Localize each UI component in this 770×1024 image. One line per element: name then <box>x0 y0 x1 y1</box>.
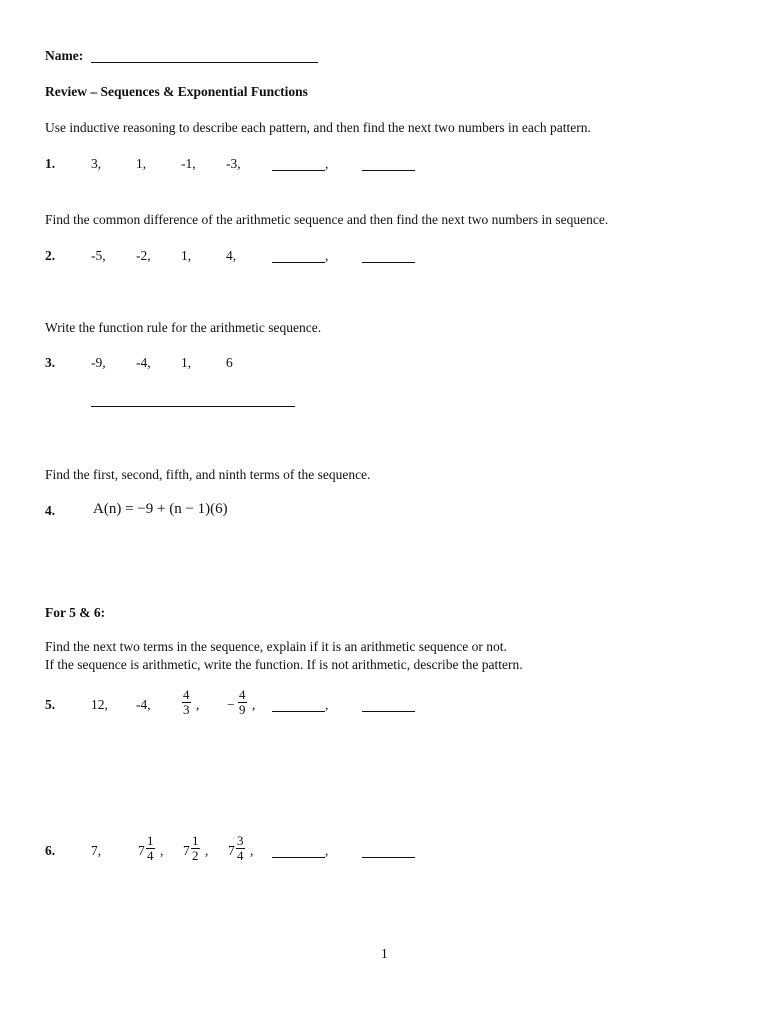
q1-term-2: 1, <box>136 156 147 171</box>
q1-comma: , <box>325 156 329 171</box>
q6-answer-blank-1[interactable] <box>272 857 325 858</box>
instruction-56-line-1: Find the next two terms in the sequence, explain if it is an arithmetic sequence or not. <box>45 639 507 654</box>
q2-term-2: -2, <box>136 248 151 263</box>
q5-fraction-2-sep: , <box>252 697 256 712</box>
name-label: Name: <box>45 48 84 63</box>
q2-answer-blank-1[interactable] <box>272 262 325 263</box>
q6-comma: , <box>325 843 329 858</box>
q1-term-4: -3, <box>226 156 241 171</box>
q2-term-4: 4, <box>226 248 237 263</box>
q1-term-1: 3, <box>91 156 102 171</box>
question-1-number: 1. <box>45 156 56 171</box>
q2-term-3: 1, <box>181 248 192 263</box>
section-56-heading: For 5 & 6: <box>45 605 106 620</box>
q1-answer-blank-2[interactable] <box>362 170 415 171</box>
q3-answer-blank[interactable] <box>91 406 295 407</box>
q5-fraction-2-sign: − <box>227 697 235 712</box>
fraction-denominator: 4 <box>147 848 154 863</box>
q6-answer-blank-2[interactable] <box>362 857 415 858</box>
fraction-numerator: 1 <box>192 833 199 848</box>
instruction-3: Write the function rule for the arithmetic sequence. <box>45 320 322 335</box>
page-number: 1 <box>381 946 388 961</box>
fraction-denominator: 4 <box>237 848 244 863</box>
instruction-56-line-2: If the sequence is arithmetic, write the function. If is not arithmetic, describe the pattern. <box>45 657 523 672</box>
fraction-numerator: 1 <box>147 833 154 848</box>
instruction-4: Find the first, second, fifth, and ninth terms of the sequence. <box>45 467 371 482</box>
q5-comma: , <box>325 697 329 712</box>
q6-mixed-3-whole: 7 <box>228 843 235 858</box>
question-4-number: 4. <box>45 503 56 518</box>
fraction-denominator: 3 <box>183 702 190 717</box>
q5-term-1: 12, <box>91 697 108 712</box>
q1-term-3: -1, <box>181 156 196 171</box>
question-6-number: 6. <box>45 843 56 858</box>
fraction-denominator: 9 <box>239 702 246 717</box>
q6-term-1: 7, <box>91 843 102 858</box>
q4-formula: A(n) = −9 + (n − 1)(6) <box>93 501 228 517</box>
page-title: Review – Sequences & Exponential Functions <box>45 84 308 99</box>
q5-answer-blank-2[interactable] <box>362 711 415 712</box>
fraction-denominator: 2 <box>192 848 199 863</box>
fraction-numerator: 3 <box>237 833 244 848</box>
fraction-numerator: 4 <box>183 687 190 702</box>
q2-comma: , <box>325 248 329 263</box>
q5-fraction-1 <box>182 688 191 716</box>
q6-mixed-2-whole: 7 <box>183 843 190 858</box>
q5-fraction-1-sep: , <box>196 697 200 712</box>
q3-term-1: -9, <box>91 355 106 370</box>
q3-term-2: -4, <box>136 355 151 370</box>
q6-mixed-1-fraction <box>146 834 155 862</box>
q6-mixed-2-fraction <box>191 834 200 862</box>
q6-mixed-2-sep: , <box>205 843 209 858</box>
question-5-number: 5. <box>45 697 56 712</box>
question-3-number: 3. <box>45 355 56 370</box>
q6-mixed-1-sep: , <box>160 843 164 858</box>
q6-mixed-3-sep: , <box>250 843 254 858</box>
q5-term-2: -4, <box>136 697 151 712</box>
q2-answer-blank-2[interactable] <box>362 262 415 263</box>
name-blank[interactable] <box>91 62 318 63</box>
instruction-2: Find the common difference of the arithmetic sequence and then find the next two numbers in sequence. <box>45 212 609 227</box>
instruction-1: Use inductive reasoning to describe each pattern, and then find the next two numbers in each pattern. <box>45 120 591 135</box>
q5-answer-blank-1[interactable] <box>272 711 325 712</box>
q6-mixed-1-whole: 7 <box>138 843 145 858</box>
q2-term-1: -5, <box>91 248 106 263</box>
q6-mixed-3-fraction <box>236 834 245 862</box>
q1-answer-blank-1[interactable] <box>272 170 325 171</box>
q3-term-4: 6 <box>226 355 233 370</box>
q5-fraction-2 <box>238 688 247 716</box>
q3-term-3: 1, <box>181 355 192 370</box>
question-2-number: 2. <box>45 248 56 263</box>
fraction-numerator: 4 <box>239 687 246 702</box>
